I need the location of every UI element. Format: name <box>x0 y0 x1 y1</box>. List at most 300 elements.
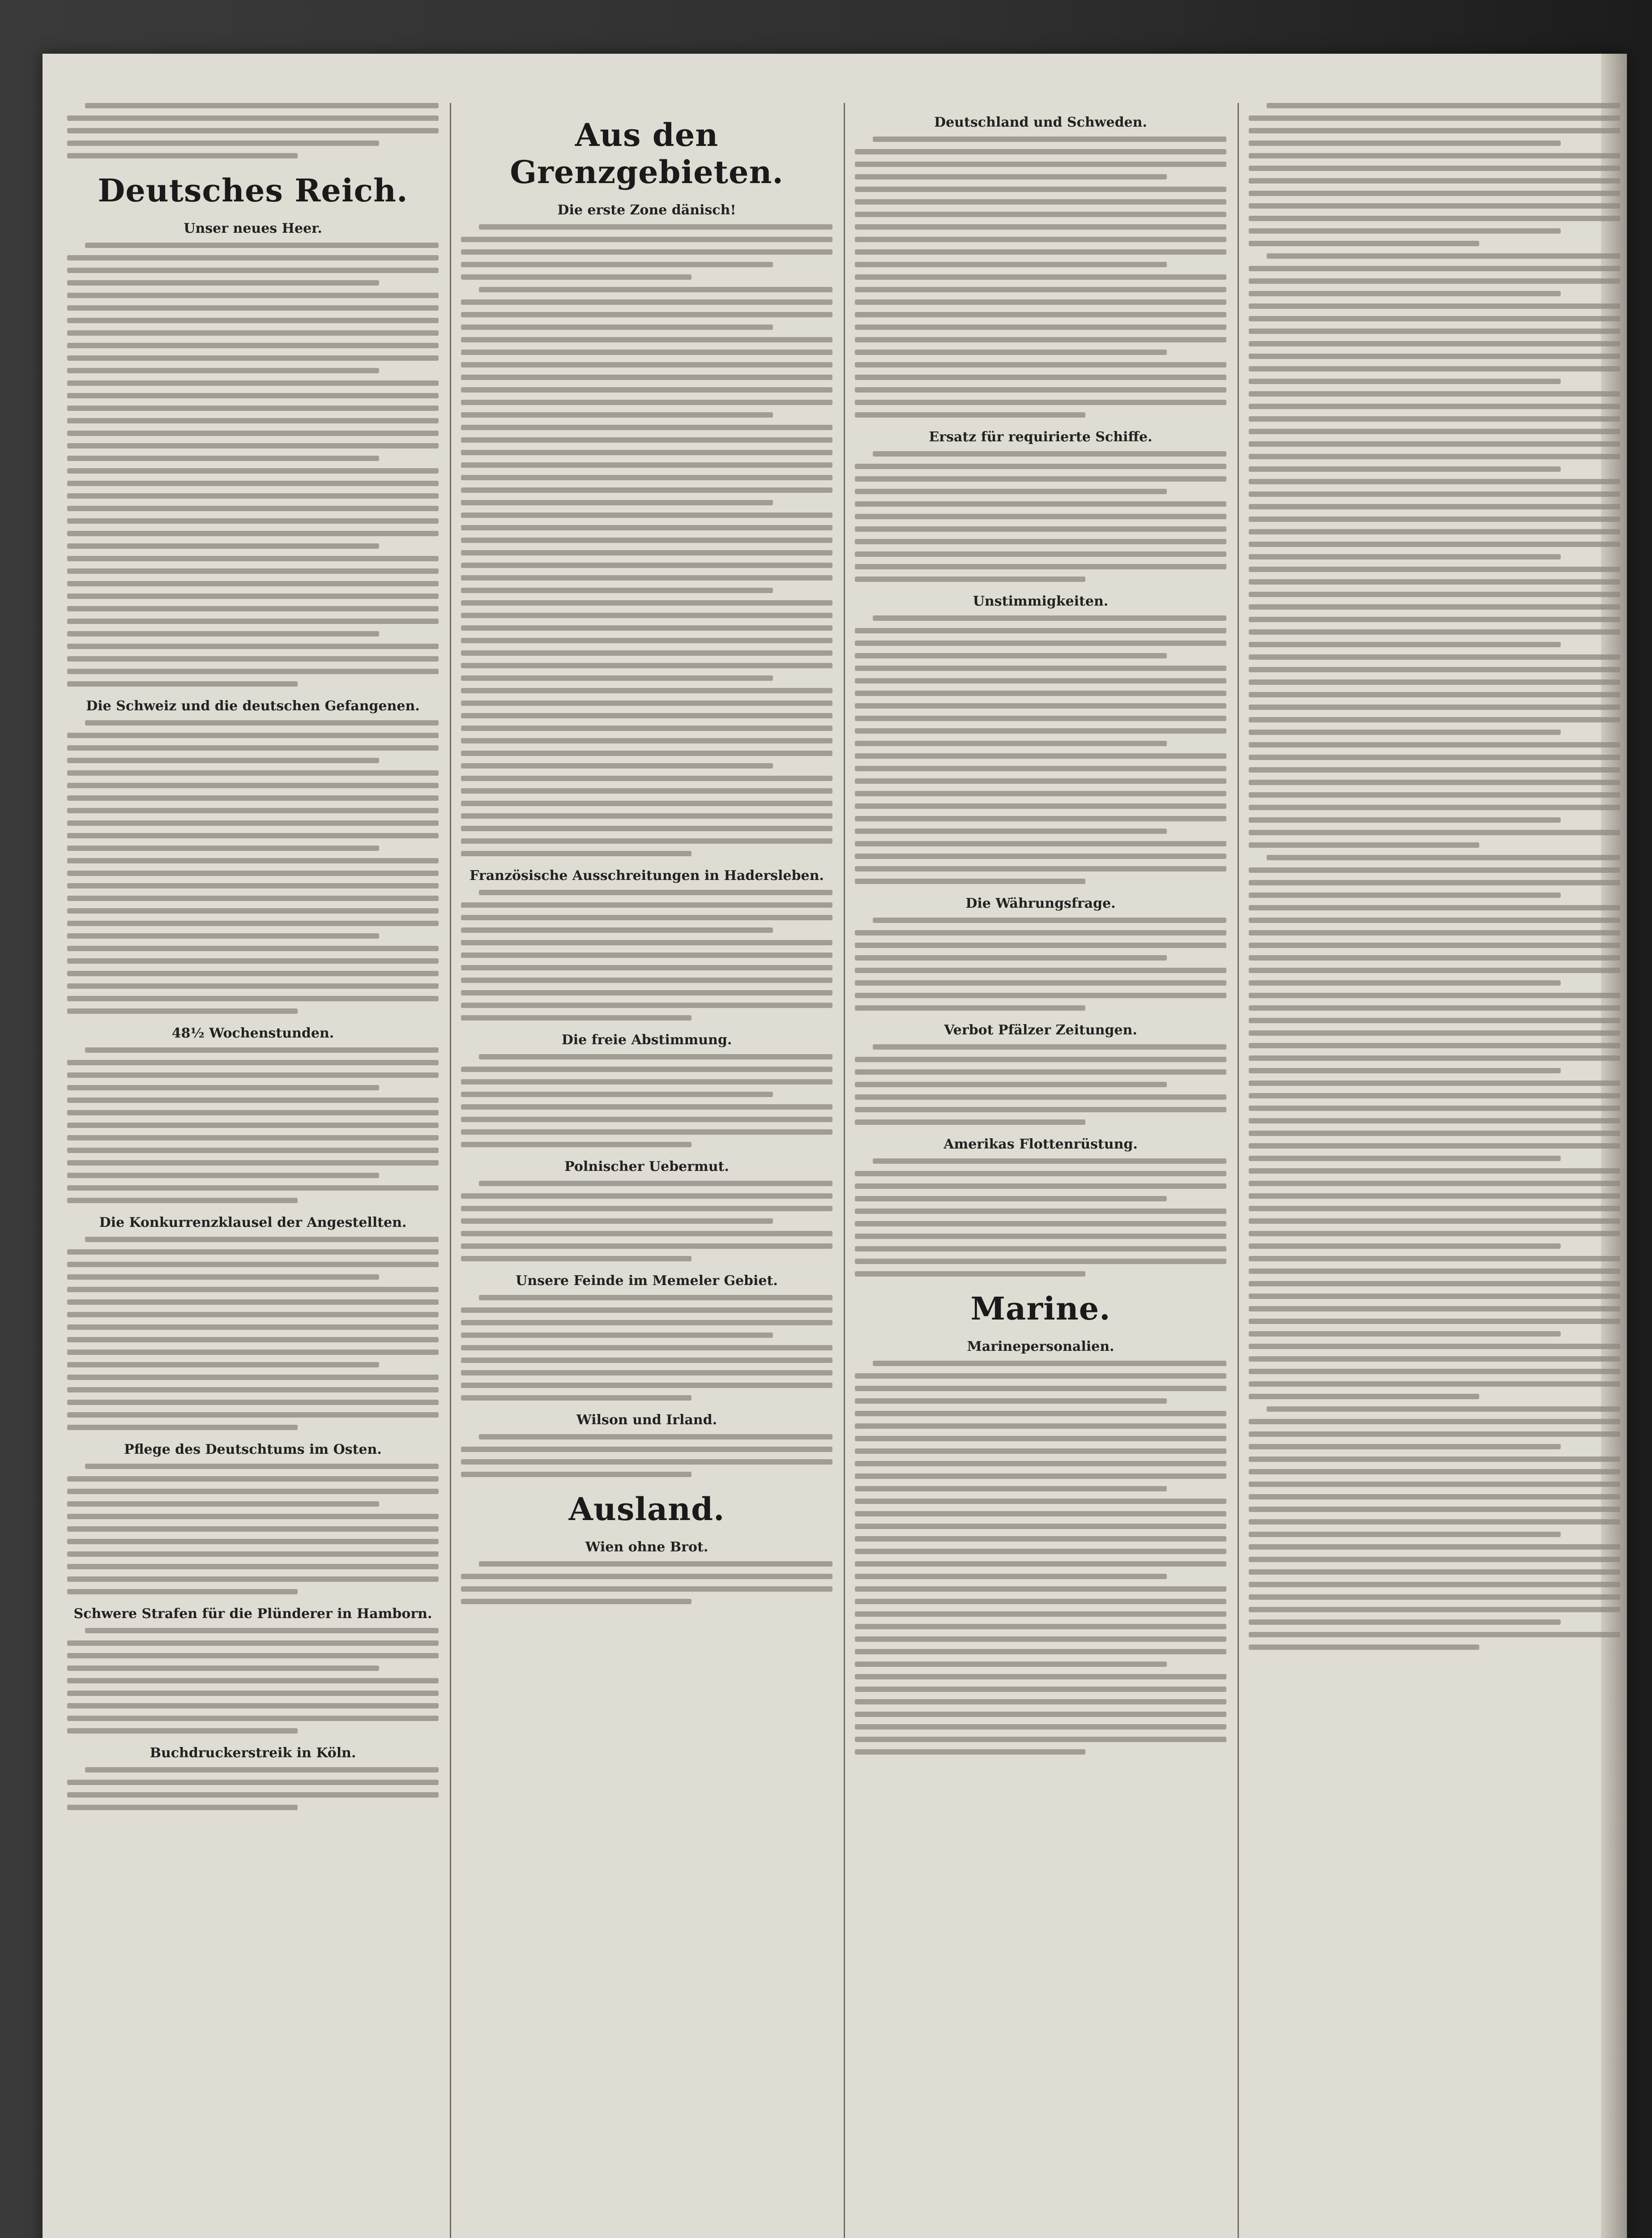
text-line <box>1249 1081 1620 1086</box>
text-line <box>461 813 832 819</box>
text-line <box>1249 617 1620 622</box>
text-line <box>461 274 692 280</box>
text-line <box>873 1158 1226 1164</box>
text-line <box>461 1586 832 1592</box>
text-line <box>1249 316 1620 321</box>
text-line <box>67 1362 379 1367</box>
text-line <box>1249 529 1620 534</box>
text-line <box>461 763 773 769</box>
text-line <box>461 588 773 593</box>
text-line <box>67 1576 439 1582</box>
article-heading: Die freie Abstimmung. <box>561 1032 732 1048</box>
text-line <box>855 464 1226 469</box>
text-line <box>855 577 1085 582</box>
text-line <box>1249 1181 1620 1186</box>
text-line <box>1249 905 1620 910</box>
text-line <box>67 481 439 486</box>
article-heading: 48½ Wochenstunden. <box>171 1025 334 1041</box>
text-line <box>85 720 439 726</box>
text-line <box>479 287 832 292</box>
text-line <box>67 1135 439 1140</box>
text-line <box>855 930 1226 935</box>
text-line <box>67 1350 439 1355</box>
text-line <box>461 990 832 995</box>
section-headline: Ausland. <box>568 1491 725 1528</box>
text-line <box>855 816 1226 821</box>
text-line <box>1249 1431 1620 1437</box>
text-line <box>855 187 1226 192</box>
article-text-block <box>1249 253 1620 848</box>
text-line <box>67 1324 439 1330</box>
text-line <box>873 137 1226 142</box>
text-line <box>67 153 298 158</box>
text-line <box>67 1640 439 1646</box>
article-text-block <box>67 1464 439 1594</box>
article-text-block <box>461 890 832 1021</box>
article-heading: Wien ohne Brot. <box>585 1539 709 1555</box>
text-line <box>855 1171 1226 1176</box>
text-line <box>67 368 379 373</box>
article-heading: Pflege des Deutschtums im Osten. <box>124 1442 382 1457</box>
text-line <box>67 933 379 939</box>
text-line <box>1249 1055 1620 1061</box>
text-line <box>1249 416 1620 422</box>
article-text-block <box>461 1054 832 1147</box>
article-text-block <box>855 918 1226 1011</box>
text-line <box>855 539 1226 544</box>
text-line <box>1249 554 1561 560</box>
text-line <box>1249 266 1620 271</box>
column-1 <box>67 103 439 2238</box>
text-line <box>67 1780 439 1785</box>
text-line <box>67 858 439 863</box>
article-text-block <box>461 1561 832 1604</box>
article-text-block <box>461 1434 832 1477</box>
text-line <box>855 412 1085 418</box>
article-text-block <box>461 1295 832 1401</box>
text-line <box>1249 1156 1561 1161</box>
text-line <box>67 1425 298 1430</box>
text-line <box>855 375 1226 380</box>
text-line <box>1249 303 1620 309</box>
text-line <box>1249 178 1620 184</box>
text-line <box>67 141 379 146</box>
text-line <box>1249 1131 1620 1136</box>
text-line <box>67 568 439 574</box>
text-line <box>1249 1482 1620 1487</box>
text-line <box>855 174 1167 179</box>
text-line <box>855 1373 1226 1379</box>
text-line <box>67 946 439 951</box>
text-line <box>461 1206 832 1211</box>
article-heading: Unstimmigkeiten. <box>973 594 1109 609</box>
text-line <box>855 1724 1226 1730</box>
text-line <box>461 1459 832 1465</box>
text-line <box>1249 1256 1620 1261</box>
article-text-block <box>855 1361 1226 1755</box>
text-line <box>461 663 832 668</box>
text-line <box>855 564 1226 569</box>
text-line <box>1249 1381 1620 1387</box>
text-line <box>67 1501 379 1507</box>
text-line <box>873 918 1226 923</box>
text-line <box>1249 893 1561 898</box>
text-line <box>67 1008 298 1014</box>
text-line <box>461 387 832 393</box>
column-rule <box>450 103 451 2238</box>
text-line <box>67 1476 439 1482</box>
text-line <box>855 149 1226 154</box>
text-line <box>461 1142 692 1147</box>
text-line <box>67 581 439 586</box>
text-line <box>1249 730 1561 735</box>
text-line <box>67 1148 439 1153</box>
text-line <box>67 1716 439 1721</box>
text-line <box>67 506 439 511</box>
text-line <box>1249 491 1620 497</box>
text-line <box>855 993 1226 998</box>
text-line <box>461 978 832 983</box>
article-text-block <box>67 1628 439 1734</box>
text-line <box>461 400 832 405</box>
text-line <box>461 688 832 693</box>
text-line <box>67 343 439 348</box>
text-line <box>461 299 832 305</box>
text-line <box>67 305 439 311</box>
text-line <box>1249 742 1620 747</box>
text-line <box>67 631 379 636</box>
text-line <box>461 1320 832 1325</box>
text-line <box>855 628 1226 633</box>
text-line <box>855 1119 1085 1125</box>
text-line <box>479 1181 832 1186</box>
text-line <box>1249 1218 1620 1224</box>
text-line <box>1249 792 1620 798</box>
text-line <box>855 1524 1226 1529</box>
text-line <box>855 1183 1226 1189</box>
text-line <box>855 716 1226 721</box>
text-line <box>1249 341 1620 346</box>
text-line <box>1249 1268 1620 1274</box>
text-line <box>67 820 439 826</box>
article-text-block <box>461 224 832 280</box>
text-line <box>855 1234 1226 1239</box>
text-line <box>855 753 1226 759</box>
text-line <box>67 531 439 536</box>
text-line <box>1249 880 1620 885</box>
text-line <box>67 1489 439 1494</box>
column-area <box>67 103 1625 2238</box>
article-heading: Unsere Feinde im Memeler Gebiet. <box>516 1273 778 1289</box>
text-line <box>1249 153 1620 158</box>
text-line <box>873 615 1226 621</box>
text-line <box>855 1712 1226 1717</box>
text-line <box>67 518 439 524</box>
text-line <box>855 791 1226 796</box>
text-line <box>1249 1619 1561 1625</box>
text-line <box>67 1792 439 1798</box>
text-line <box>855 501 1226 507</box>
text-line <box>1249 842 1479 848</box>
text-line <box>855 1549 1226 1554</box>
text-line <box>1249 1507 1620 1512</box>
text-line <box>855 1246 1226 1251</box>
text-line <box>67 1589 298 1594</box>
text-line <box>461 525 832 530</box>
text-line <box>855 778 1226 784</box>
text-line <box>461 1307 832 1313</box>
text-line <box>67 1678 439 1683</box>
text-line <box>855 514 1226 519</box>
text-line <box>1249 1043 1620 1048</box>
text-line <box>1249 780 1620 785</box>
text-line <box>461 1092 773 1097</box>
text-line <box>479 224 832 230</box>
text-line <box>67 556 439 561</box>
text-line <box>461 538 832 543</box>
article-heading: Die Schweiz und die deutschen Gefangenen. <box>86 698 420 714</box>
text-line <box>67 280 379 286</box>
text-line <box>461 915 832 920</box>
text-line <box>67 846 379 851</box>
text-line <box>461 700 832 706</box>
text-line <box>67 1551 439 1557</box>
text-line <box>855 1057 1226 1062</box>
text-line <box>67 293 439 298</box>
text-line <box>855 678 1226 683</box>
section-headline: Aus den Grenzgebieten. <box>510 116 784 191</box>
text-line <box>1249 955 1620 961</box>
text-line <box>67 971 439 976</box>
article-text-block <box>855 451 1226 582</box>
text-line <box>461 1079 832 1085</box>
text-line <box>855 1196 1167 1201</box>
text-line <box>67 330 439 336</box>
text-line <box>67 268 439 273</box>
text-line <box>1249 1005 1620 1011</box>
text-line <box>67 1262 439 1267</box>
article-text-block <box>67 243 439 687</box>
article-heading: Die Währungsfrage. <box>965 896 1116 911</box>
text-line <box>1249 1557 1620 1562</box>
text-line <box>479 1561 832 1567</box>
column-rule <box>844 103 845 2238</box>
text-line <box>855 968 1226 973</box>
text-line <box>67 1173 379 1178</box>
text-line <box>1249 216 1620 221</box>
text-line <box>67 1198 298 1203</box>
article-text-block <box>1249 103 1620 246</box>
text-line <box>1249 542 1620 547</box>
text-line <box>855 212 1226 217</box>
text-line <box>1249 755 1620 760</box>
text-line <box>67 1564 439 1569</box>
text-line <box>67 1185 439 1191</box>
text-line <box>67 921 439 926</box>
text-line <box>1249 629 1620 635</box>
text-line <box>1249 1306 1620 1311</box>
text-line <box>461 513 832 518</box>
text-line <box>855 1611 1226 1617</box>
article-heading: Ersatz für requirierte Schiffe. <box>929 429 1153 445</box>
text-line <box>1267 103 1620 108</box>
text-line <box>461 500 773 505</box>
text-line <box>67 493 439 499</box>
text-line <box>1249 867 1620 873</box>
text-line <box>67 393 439 398</box>
text-line <box>1249 1018 1620 1023</box>
text-line <box>67 418 439 423</box>
text-line <box>461 927 773 933</box>
text-line <box>67 594 439 599</box>
article-heading: Deutschland und Schweden. <box>934 115 1147 130</box>
text-line <box>461 487 832 493</box>
text-line <box>1249 1569 1620 1575</box>
text-line <box>67 606 439 611</box>
text-line <box>1249 1281 1620 1286</box>
text-line <box>855 526 1226 532</box>
text-line <box>1249 642 1561 647</box>
text-line <box>855 1094 1226 1100</box>
text-line <box>461 625 832 631</box>
text-line <box>855 1649 1226 1654</box>
text-line <box>1249 429 1620 434</box>
text-line <box>855 312 1226 317</box>
column-2 <box>461 103 832 2238</box>
text-line <box>855 1486 1167 1491</box>
text-line <box>67 783 439 788</box>
text-line <box>67 1249 439 1255</box>
text-line <box>461 375 832 380</box>
text-line <box>67 543 379 549</box>
text-line <box>67 1539 439 1544</box>
text-line <box>1249 1168 1620 1174</box>
column-4 <box>1249 103 1620 2238</box>
text-line <box>855 249 1226 255</box>
text-line <box>67 1400 439 1405</box>
text-line <box>67 1060 439 1065</box>
text-line <box>855 1386 1226 1391</box>
text-line <box>1249 228 1561 234</box>
text-line <box>461 726 832 731</box>
text-line <box>67 406 439 411</box>
article-heading: Die erste Zone dänisch! <box>557 202 736 218</box>
text-line <box>461 1129 832 1135</box>
text-line <box>461 462 832 468</box>
text-line <box>855 1561 1226 1567</box>
text-line <box>855 287 1226 292</box>
text-line <box>461 675 773 681</box>
text-line <box>1249 1243 1561 1249</box>
article-heading: Wilson und Irland. <box>576 1412 717 1428</box>
text-line <box>1249 366 1620 372</box>
text-line <box>1249 517 1620 522</box>
text-line <box>67 355 439 361</box>
text-line <box>85 243 439 248</box>
text-line <box>1249 1544 1620 1550</box>
text-line <box>67 795 439 801</box>
text-line <box>67 1728 298 1734</box>
text-line <box>461 325 773 330</box>
text-line <box>1249 1607 1620 1612</box>
text-line <box>855 325 1226 330</box>
article-text-block <box>67 720 439 1014</box>
text-line <box>1249 1469 1620 1474</box>
text-line <box>1249 968 1620 973</box>
text-line <box>1249 1193 1620 1199</box>
text-line <box>67 1123 439 1128</box>
text-line <box>461 650 832 656</box>
text-line <box>1249 918 1620 923</box>
text-line <box>461 563 832 568</box>
text-line <box>461 638 832 643</box>
article-text-block <box>461 287 832 856</box>
text-line <box>1249 1206 1620 1211</box>
text-line <box>855 1448 1226 1454</box>
text-line <box>461 1104 832 1110</box>
text-line <box>67 908 439 914</box>
text-line <box>67 380 439 386</box>
text-line <box>461 940 832 945</box>
text-line <box>1249 1594 1620 1600</box>
text-line <box>855 1599 1226 1604</box>
text-line <box>1249 479 1620 484</box>
text-line <box>855 1624 1226 1629</box>
text-line <box>1249 654 1620 660</box>
text-line <box>855 1511 1226 1516</box>
text-line <box>67 958 439 964</box>
text-line <box>855 1398 1167 1404</box>
article-text-block <box>855 137 1226 418</box>
text-line <box>461 437 832 443</box>
text-line <box>855 1536 1226 1542</box>
article-text-block <box>1249 855 1620 1399</box>
text-line <box>461 1383 832 1388</box>
column-3 <box>855 103 1226 2238</box>
text-line <box>855 1699 1226 1704</box>
text-line <box>461 613 832 618</box>
text-line <box>67 883 439 888</box>
text-line <box>855 400 1226 405</box>
text-line <box>1249 1294 1620 1299</box>
text-line <box>1249 667 1620 672</box>
text-line <box>1249 1532 1561 1537</box>
text-line <box>1249 717 1620 722</box>
text-line <box>461 1447 832 1452</box>
text-line <box>1249 1030 1620 1036</box>
text-line <box>1249 567 1620 572</box>
text-line <box>67 1805 298 1810</box>
text-line <box>67 758 379 763</box>
article-text-block <box>855 1044 1226 1125</box>
text-line <box>461 1599 692 1604</box>
text-line <box>1249 1582 1620 1587</box>
text-line <box>67 833 439 838</box>
text-line <box>1249 1369 1620 1374</box>
text-line <box>67 1666 379 1671</box>
text-line <box>1249 830 1620 835</box>
text-line <box>461 1574 832 1579</box>
text-line <box>461 1003 832 1008</box>
text-line <box>855 1586 1226 1592</box>
text-line <box>461 1218 773 1224</box>
text-line <box>85 103 439 108</box>
text-line <box>855 299 1226 305</box>
text-line <box>67 1110 439 1115</box>
text-line <box>461 1370 832 1375</box>
text-line <box>461 362 832 367</box>
text-line <box>461 1358 832 1363</box>
